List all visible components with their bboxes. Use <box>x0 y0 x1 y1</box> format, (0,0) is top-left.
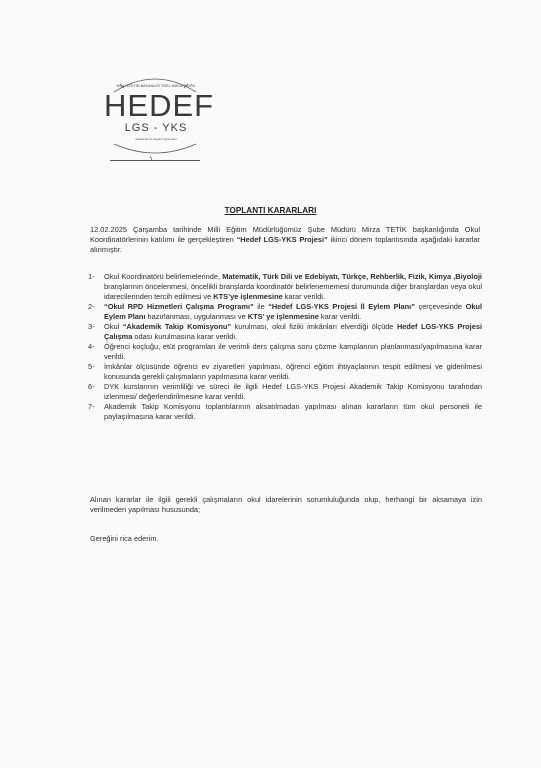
decision-item <box>80 322 482 342</box>
logo-subtitle: LGS - YKS <box>124 122 188 134</box>
decision-number: 4- <box>88 342 95 351</box>
decision-item <box>80 272 482 302</box>
intro-text-1: 12.02.2025 Çarşamba tarihinde Milli Eğitim Müdürlüğümüz Şube Müdürü Mirza TETİK başkanlığında Okul Koordinatörlerinin katılımı ile gerçekleştiren <box>90 225 480 244</box>
decision-text: branşlarının öncelenmesi, öncelikli branşlarda koordinatör belirlenememesi durumunda diğer branşlardan veya okul idarecilerinden tercih edilmesi ve <box>104 282 482 301</box>
logo-top-text: MİLLİ EĞİTİM BAKANLIĞI ÖZEL MÜDÜRLÜĞÜ <box>116 84 196 88</box>
intro-text-2: ikinci dönem toplantısında aşağıdaki kararlar alınmıştır. <box>90 235 480 254</box>
decision-number: 2- <box>88 302 95 311</box>
hedef-logo <box>100 70 215 160</box>
decision-item <box>80 402 482 422</box>
logo-tagline: akademik ve başarılı öğrenciler <box>135 137 177 141</box>
closing-paragraph: Alınan kararlar ile ilgili gerekli çalışmaların okul idarelerinin sorumluluğunda olup, herhangi bir aksamaya izin verilmeden yapılması hususunda; <box>90 495 482 514</box>
decision-emphasis: “Okul RPD Hizmetleri Çalışma Programı” <box>104 302 254 311</box>
decision-text: DYK kurslarının verimliliği ve süreci ile ilgili Hedef LGS-YKS Projesi Akademik Takip Komisyonu tarafından izlenmesi/ değerlendirilmesine karar verildi. <box>104 382 482 401</box>
decision-number: 1- <box>88 272 95 281</box>
decision-text: ile <box>253 302 269 311</box>
decision-list <box>80 272 482 422</box>
decision-text: kurulması, okul fiziki imkânları elverdiği ölçüde <box>231 322 397 331</box>
decision-number: 6- <box>88 382 95 391</box>
logo-name: HEDEF <box>104 88 215 123</box>
decision-text: hazırlanması, uygulanması ve <box>145 312 248 321</box>
decision-emphasis: KTS’ye işlenmesine <box>213 292 283 301</box>
decision-emphasis: Matematik, Türk Dili ve Edebiyatı, Türkçe, Rehberlik, Fizik, Kimya ,Biyoloji <box>222 272 482 281</box>
decision-item <box>80 342 482 362</box>
decision-text: çerçevesinde <box>414 302 466 311</box>
document-title: TOPLANTI KARARLARI <box>224 206 317 215</box>
decision-number: 7- <box>88 402 95 411</box>
decision-emphasis: Okul Eylem Planı <box>104 302 483 321</box>
intro-project-name: “Hedef LGS-YKS Projesi” <box>236 235 328 244</box>
decision-item <box>80 382 482 402</box>
decision-text: Okul <box>104 322 123 331</box>
decision-text: İmkânlar ölçüsünde öğrenci ev ziyaretleri yapılması, öğrenci eğitim ihtiyaçlarının tespit edilmesi ve giderilmesi konusunda gerekli çalışmaların yapılmasına karar verildi. <box>104 362 482 381</box>
decision-item <box>80 362 482 382</box>
decision-emphasis: KTS’ ye işlenmesine <box>247 312 319 321</box>
decision-text: Akademik Takip Komisyonu toplantılarının aksatılmadan yapılması alınan kararların tüm okul personeli ile paylaşılmasına karar verildi. <box>104 402 482 421</box>
decision-text: odası kurulmasına karar verildi. <box>132 332 238 341</box>
header-divider <box>110 160 200 161</box>
decision-text: karar verildi. <box>282 292 326 301</box>
decision-text: Okul Koordinatörü belirlemelerinde, <box>104 272 223 281</box>
decision-emphasis: “Hedef LGS-YKS Projesi İl Eylem Planı” <box>268 302 415 311</box>
intro-paragraph <box>90 225 480 255</box>
decision-item <box>80 302 482 322</box>
decision-emphasis: Hedef LGS-YKS Projesi Çalışma <box>104 322 482 341</box>
decision-number: 3- <box>88 322 95 331</box>
sign-off: Gereğini rica ederim. <box>90 534 159 543</box>
decision-text: karar verildi. <box>318 312 362 321</box>
decision-text: Öğrenci koçluğu, etüt programları ile verimli ders çalışma soru çözme kamplarının planlanması/yapılmasına karar verildi. <box>104 342 482 361</box>
decision-emphasis: “Akademik Takip Komisyonu” <box>122 322 232 331</box>
decision-number: 5- <box>88 362 95 371</box>
